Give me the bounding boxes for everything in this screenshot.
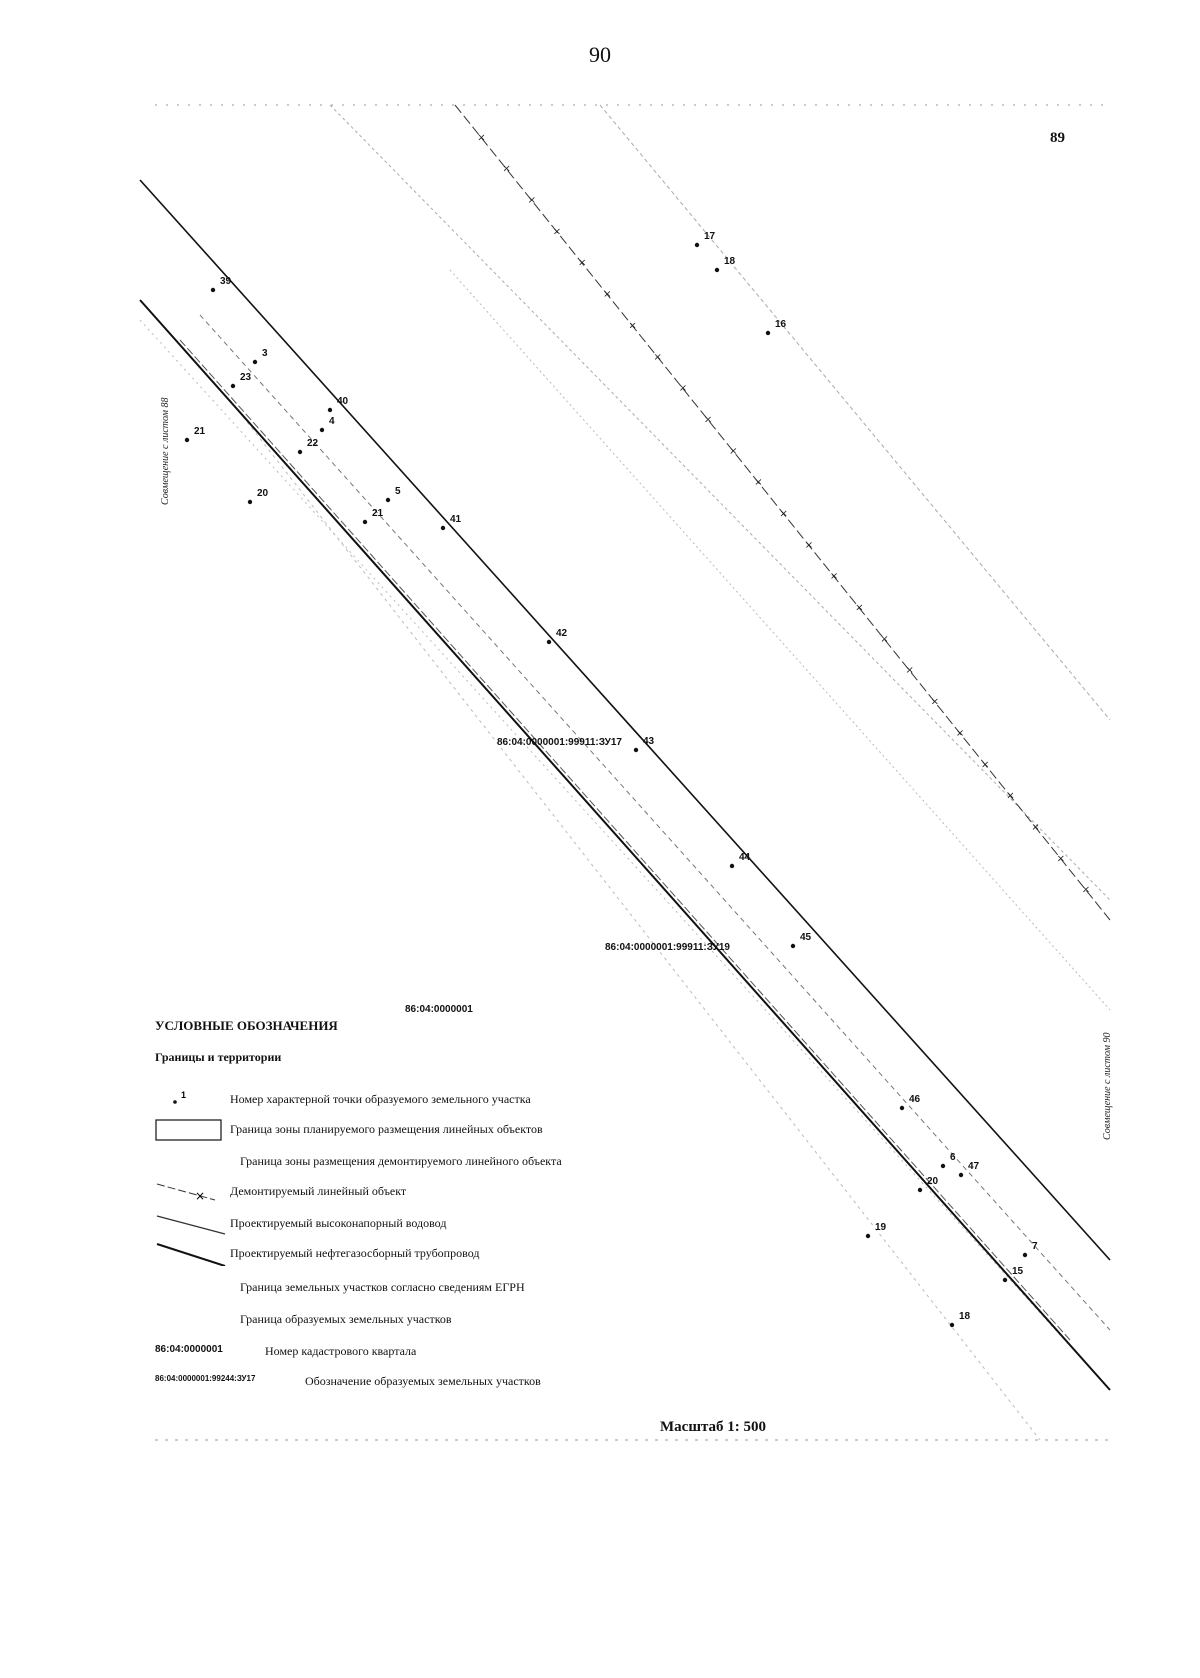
cross-mark: × [628, 320, 637, 332]
svg-text:1: 1 [181, 1090, 187, 1100]
point-marker [1003, 1278, 1007, 1282]
cross-mark: × [930, 696, 940, 708]
point-marker [298, 450, 302, 454]
point-marker [1023, 1253, 1027, 1257]
legend-text: Проектируемый нефтегазосборный трубопровод [230, 1246, 480, 1260]
cross-line-icon [155, 1180, 235, 1204]
legend-item-point [155, 1088, 855, 1112]
cross-mark: × [880, 633, 889, 645]
legend-subtitle: Границы и территории [155, 1050, 282, 1064]
cross-mark: × [703, 414, 713, 426]
point-label: 20 [927, 1176, 939, 1187]
point-marker [950, 1323, 954, 1327]
point-marker [547, 640, 551, 644]
point-marker [715, 268, 719, 272]
cross-mark: × [1081, 884, 1091, 896]
point-marker [730, 864, 734, 868]
legend-item-water-pipe [155, 1212, 855, 1236]
point-label: 42 [556, 628, 568, 639]
cross-mark: × [955, 727, 965, 739]
point-marker [328, 408, 332, 412]
point-marker [386, 498, 390, 502]
legend-text: Проектируемый высоконапорный водовод [230, 1216, 447, 1230]
point-label: 3 [262, 348, 268, 359]
legend-text: Граница зоны планируемого размещения линейных объектов [230, 1122, 543, 1136]
point-label: 20 [257, 488, 269, 499]
point-marker [248, 500, 252, 504]
legend-title: УСЛОВНЫЕ ОБОЗНАЧЕНИЯ [155, 1018, 338, 1033]
point-marker [766, 331, 770, 335]
point-marker [900, 1106, 904, 1110]
cross-mark: × [552, 226, 562, 238]
point-label: 21 [372, 508, 384, 519]
cross-mark: × [678, 383, 688, 395]
sheet-reference: 89 [1050, 130, 1065, 146]
point-label: 45 [800, 932, 812, 943]
point-label: 18 [724, 256, 736, 267]
point-marker [959, 1173, 963, 1177]
legend-item-demolition-zone [155, 1150, 855, 1174]
point-label: 15 [1012, 1266, 1024, 1277]
legend-text: Граница образуемых земельных участков [240, 1312, 452, 1326]
point-label: 7 [1032, 1241, 1038, 1252]
parcel-label-zu19: 86:04:0000001:99911:ЗУ19 [605, 942, 730, 953]
point-label: 17 [704, 231, 716, 242]
legend-code: 86:04:0000001:99244:ЗУ17 [155, 1374, 256, 1383]
point-label: 44 [739, 852, 751, 863]
point-marker [320, 428, 324, 432]
point-label: 21 [194, 426, 206, 437]
cross-mark: × [502, 163, 511, 175]
point-label: 41 [450, 514, 462, 525]
point-label: 16 [775, 319, 787, 330]
map-scale: Масштаб 1: 500 [660, 1419, 767, 1435]
point-label: 18 [959, 1311, 971, 1322]
cross-mark: × [1056, 853, 1066, 865]
point-label: 5 [395, 486, 401, 497]
cross-mark: × [829, 571, 839, 583]
parcel-label-zu17: 86:04:0000001:99911:ЗУ17 [497, 737, 622, 748]
legend-code: 86:04:0000001 [155, 1344, 223, 1355]
point-label: 47 [968, 1161, 980, 1172]
water-line-icon [155, 1212, 235, 1236]
point-label: 4 [329, 416, 335, 427]
cross-mark: × [779, 508, 788, 520]
cross-mark: × [653, 351, 662, 363]
legend-item-planned-zone [155, 1118, 855, 1142]
point-marker [918, 1188, 922, 1192]
cross-mark: × [804, 539, 814, 551]
legend-text: Обозначение образуемых земельных участков [305, 1374, 541, 1388]
cross-mark: × [1006, 790, 1015, 802]
point-marker [634, 748, 638, 752]
oil-line-icon [155, 1242, 235, 1266]
cross-mark: × [603, 289, 612, 301]
point-marker [441, 526, 445, 530]
egrn-boundary-2 [600, 105, 1110, 720]
legend-text: Номер кадастрового квартала [265, 1344, 417, 1358]
cross-mark: × [729, 445, 738, 457]
side-label-left: Совмещение с листом 88 [160, 397, 171, 505]
point-marker [866, 1234, 870, 1238]
legend-item-parcel-code [155, 1370, 855, 1394]
cross-mark: × [527, 195, 536, 207]
page-number: 90 [589, 42, 611, 67]
point-marker [211, 288, 215, 292]
point-marker [231, 384, 235, 388]
cross-mark: × [477, 132, 486, 144]
point-marker [253, 360, 257, 364]
legend-text: Граница земельных участков согласно сведениям ЕГРН [240, 1280, 525, 1294]
point-marker [185, 438, 189, 442]
legend-item-oil-pipe [155, 1242, 855, 1266]
cross-mark: × [905, 665, 914, 677]
point-label: 23 [240, 372, 252, 383]
point-label: 43 [643, 736, 655, 747]
legend-text: Демонтируемый линейный объект [230, 1184, 407, 1198]
svg-text:×: × [195, 1189, 206, 1203]
quarter-label: 86:04:0000001 [405, 1004, 473, 1015]
cross-mark: × [1031, 821, 1040, 833]
legend-item-demolished-line [155, 1180, 855, 1204]
legend-item-new-boundary [155, 1308, 855, 1332]
side-label-right: Совмещение с листом 90 [1102, 1032, 1113, 1140]
cross-mark: × [855, 602, 864, 614]
point-symbol-icon [155, 1088, 235, 1112]
point-marker [791, 944, 795, 948]
egrn-boundary-1 [330, 105, 1110, 900]
legend-text: Номер характерной точки образуемого земельного участка [230, 1092, 531, 1106]
point-label: 6 [950, 1152, 956, 1163]
point-marker [363, 520, 367, 524]
legend-item-quarter-code [155, 1340, 855, 1364]
point-label: 40 [337, 396, 349, 407]
point-marker [695, 243, 699, 247]
cross-mark: × [577, 257, 587, 269]
point-label: 39 [220, 276, 232, 287]
point-marker [941, 1164, 945, 1168]
cross-mark: × [754, 477, 763, 489]
legend-item-egrn-boundary [155, 1276, 855, 1300]
cross-mark: × [981, 759, 990, 771]
legend-text: Граница зоны размещения демонтируемого линейного объекта [240, 1154, 562, 1168]
zone-box-icon [155, 1118, 235, 1142]
point-label: 22 [307, 438, 319, 449]
point-label: 19 [875, 1222, 887, 1233]
point-label: 46 [909, 1094, 921, 1105]
new-parcel-boundary [200, 315, 1110, 1330]
